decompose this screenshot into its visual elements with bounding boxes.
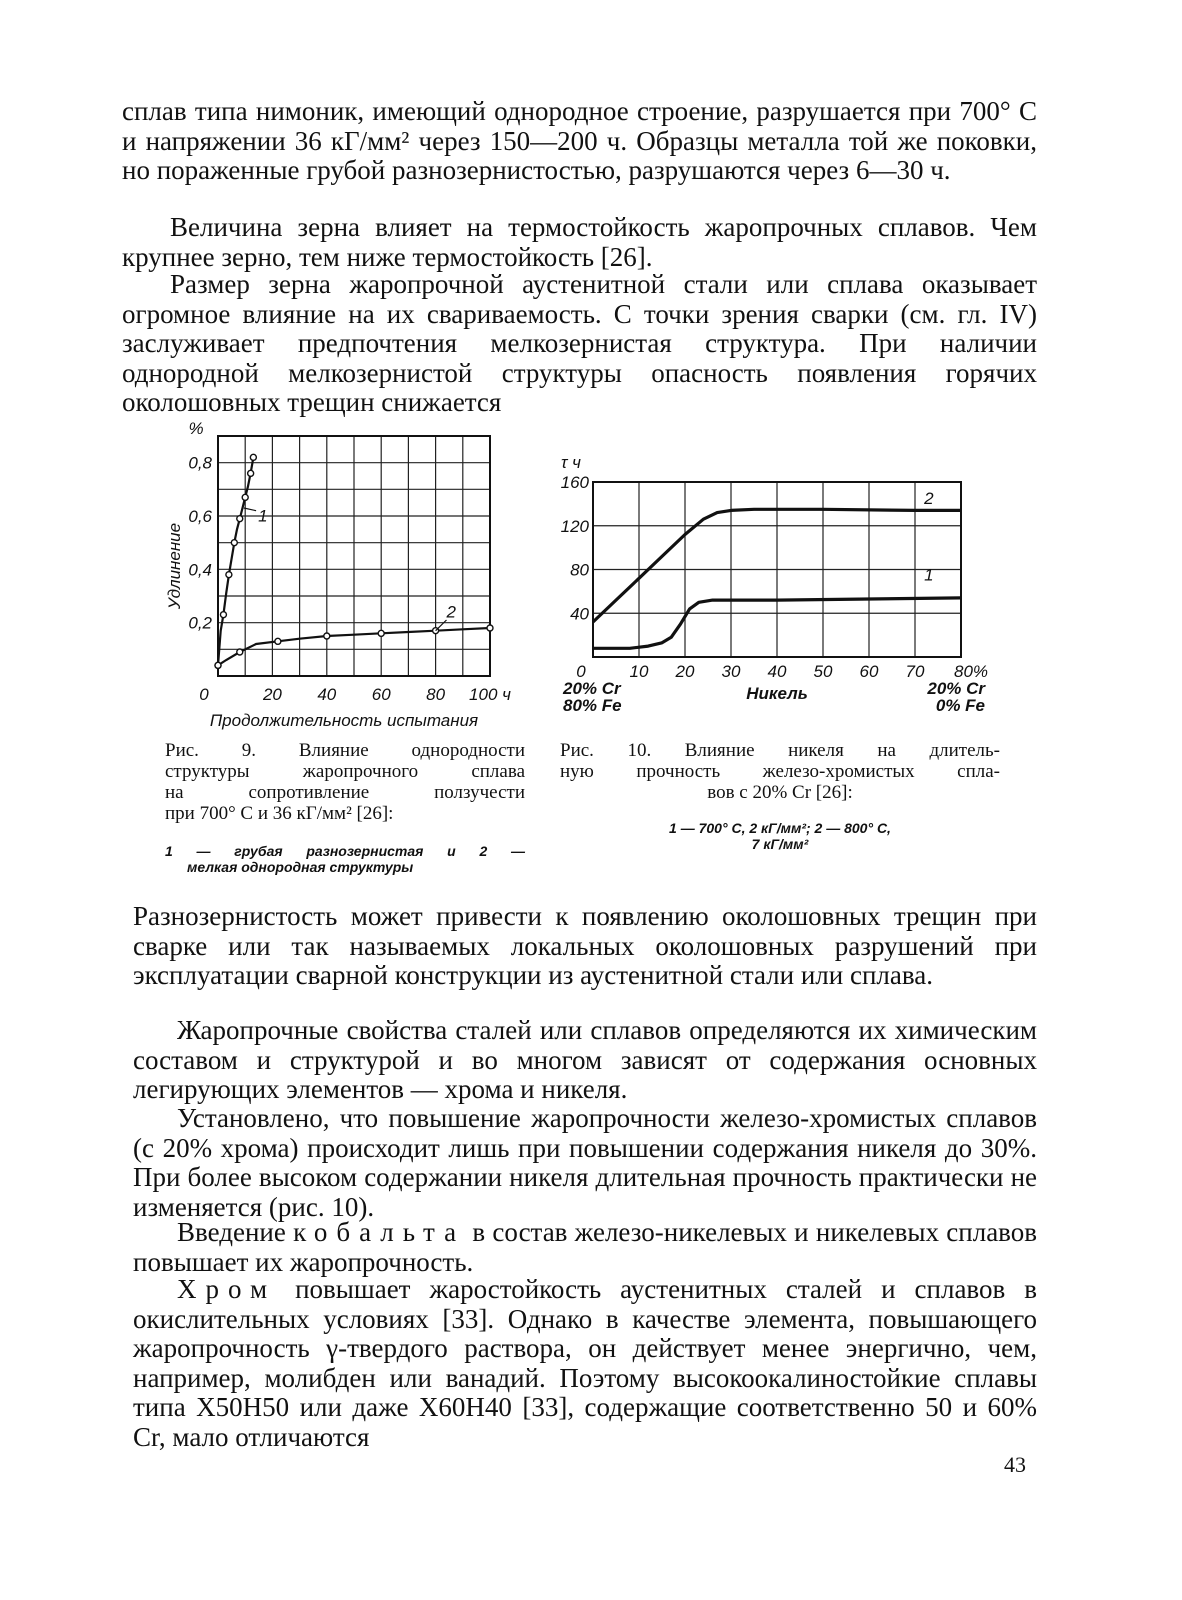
- figure-9-caption-line: на сопротивление ползучести: [165, 782, 525, 803]
- figure-9-caption-line: Рис. 9. Влияние однородности: [165, 740, 525, 761]
- figure-10-caption-line: вов с 20% Cr [26]:: [707, 782, 853, 803]
- x-left-label: 20% Cr: [563, 679, 621, 698]
- x-right-label: 0% Fe: [935, 696, 985, 715]
- data-point: [487, 625, 493, 631]
- x-tick-label: 10: [629, 662, 649, 681]
- y-axis-label: Удлинение: [165, 522, 184, 610]
- x-tick-label: 30: [721, 662, 741, 681]
- data-point: [237, 649, 243, 655]
- figure-9-caption: [165, 740, 525, 824]
- figure-10-legend-line: 1 — 700° С, 2 кГ/мм²; 2 — 800° С,: [669, 820, 891, 836]
- x-tick-label: 0: [576, 662, 586, 681]
- x-axis-label: Продолжительность испытания: [209, 711, 479, 730]
- x-tick-label: 70: [905, 662, 925, 681]
- paragraph-3: Размер зерна жаропрочной аустенитной стали или сплава оказывает огромное влияние на их свариваемость. С точки зрения сварки (см. гл. IV) заслуживает предпочтения мелкозернистая структура. При наличии однородной мелкозернистой структуры опасность появления горячих околошовных трещин снижается: [122, 269, 1037, 418]
- y-tick-label: 80: [570, 560, 589, 580]
- paragraph-6: Установлено, что повышение жаропрочности железо-хромистых сплавов (с 20% хрома) происходит лишь при повышении содержания никеля до 30%. При более высоком содержании никеля длительная прочность практически не изменяется (рис. 10).: [133, 1103, 1037, 1222]
- figure-10-caption-line: Рис. 10. Влияние никеля на длитель-: [560, 740, 1000, 761]
- y-tick-label: 120: [560, 516, 589, 536]
- paragraph-2: Величина зерна влияет на термостойкость жаропрочных сплавов. Чем крупнее зерно, тем ниже термостойкость [26].: [122, 212, 1037, 272]
- x-tick-label: 0: [199, 685, 209, 704]
- data-point: [220, 612, 226, 618]
- paragraph-7: [133, 1218, 1037, 1277]
- paragraph-4: Разнозернистость может привести к появлению околошовных трещин при сварке или так называемых локальных околошовных разрушений при эксплуатации сварной конструкции из аустенитной стали или сплава.: [133, 901, 1037, 991]
- paragraph-1: сплав типа нимоник, имеющий однородное строение, разрушается при 700° С и напряжении 36 кГ/мм² через 150—200 ч. Образцы металла той же поковки, но пораженные грубой разнозернистостью, разрушаются через 6—30 ч.: [122, 96, 1037, 186]
- page-number: 43: [1004, 1452, 1026, 1477]
- data-point: [237, 516, 243, 522]
- figure-10-chart: [555, 450, 1005, 730]
- paragraph-7-pre: Введение: [177, 1217, 286, 1247]
- x-right-label: 20% Cr: [927, 679, 985, 698]
- paragraph-7-emphasis: кобальта: [293, 1217, 466, 1247]
- paragraph-5: Жаропрочные свойства сталей или сплавов определяются их химическим составом и структурой и во многом зависят от содержания основных легирующих элементов — хрома и никеля.: [133, 1015, 1037, 1105]
- figure-9-caption-line: при 700° С и 36 кГ/мм² [26]:: [165, 803, 394, 824]
- series-label-2: 2: [924, 488, 934, 508]
- data-point: [250, 454, 256, 460]
- x-left-label: 80% Fe: [563, 696, 622, 715]
- figure-10-legend-line: 7 кГ/мм²: [751, 836, 809, 852]
- figure-10-caption-line: ную прочность железо-хромистых спла-: [560, 761, 1000, 782]
- data-point: [215, 662, 221, 668]
- y-tick-label: 0,6: [188, 507, 212, 526]
- x-tick-label: 40: [317, 685, 337, 704]
- x-tick-label: 80%: [953, 662, 989, 681]
- figure-9-legend: [165, 843, 525, 875]
- x-axis-label: Никель: [746, 684, 808, 703]
- x-tick-label: 100 ч: [469, 685, 511, 704]
- paragraph-8-post: повышает жаростойкость аустенитных сталей и сплавов в окислительных условиях [33]. Однако в качестве элемента, повышающего жаропрочность γ-твердого раствора, он действует менее энергично, чем, например, молибден или ванадий. Поэтому высокоокалиностойкие сплавы типа Х50Н50 или даже Х60Н40 [33], содержащие соответственно 50 и 60% Cr, мало отличаются: [133, 1274, 1037, 1452]
- figure-9: [150, 418, 530, 738]
- y-axis-label: τ ч: [561, 453, 581, 472]
- figure-9-chart: [150, 418, 530, 738]
- series-label-2: 2: [446, 602, 456, 622]
- x-tick-label: 40: [767, 662, 787, 681]
- figure-9-legend-line: 1 — грубая разнозернистая и 2 —: [165, 843, 525, 859]
- paragraph-8: [133, 1275, 1037, 1453]
- x-tick-label: 20: [262, 685, 282, 704]
- figure-9-caption-line: структуры жаропрочного сплава: [165, 761, 525, 782]
- paragraph-7-post: в состав железо-никелевых и никелевых сплавов повышает их жаропрочность.: [133, 1217, 1037, 1277]
- y-tick-label: 0,8: [188, 453, 212, 473]
- paragraph-8-emphasis: Хром: [177, 1274, 277, 1304]
- x-tick-label: 80: [426, 685, 446, 704]
- y-tick-label: 160: [560, 473, 589, 492]
- data-point: [275, 638, 281, 644]
- series-label-leader: [436, 620, 447, 631]
- figure-10: [555, 450, 1005, 730]
- data-point: [248, 470, 254, 476]
- x-tick-label: 60: [371, 685, 391, 704]
- data-point: [231, 540, 237, 546]
- series-label-1: 1: [258, 506, 268, 526]
- x-tick-label: 50: [813, 662, 833, 681]
- y-unit-label: %: [188, 419, 204, 438]
- series-line-1: [218, 457, 253, 665]
- data-point: [378, 630, 384, 636]
- y-tick-label: 0,2: [188, 613, 212, 633]
- figure-9-legend-line: мелкая однородная структуры: [187, 859, 414, 875]
- figure-10-caption: [560, 740, 1000, 803]
- y-tick-label: 0,4: [188, 560, 212, 580]
- data-point: [226, 572, 232, 578]
- data-point: [242, 494, 248, 500]
- x-tick-label: 60: [859, 662, 879, 681]
- x-tick-label: 20: [675, 662, 695, 681]
- y-tick-label: 40: [570, 604, 589, 624]
- figure-10-legend: [580, 820, 980, 852]
- series-label-1: 1: [924, 565, 934, 585]
- data-point: [324, 633, 330, 639]
